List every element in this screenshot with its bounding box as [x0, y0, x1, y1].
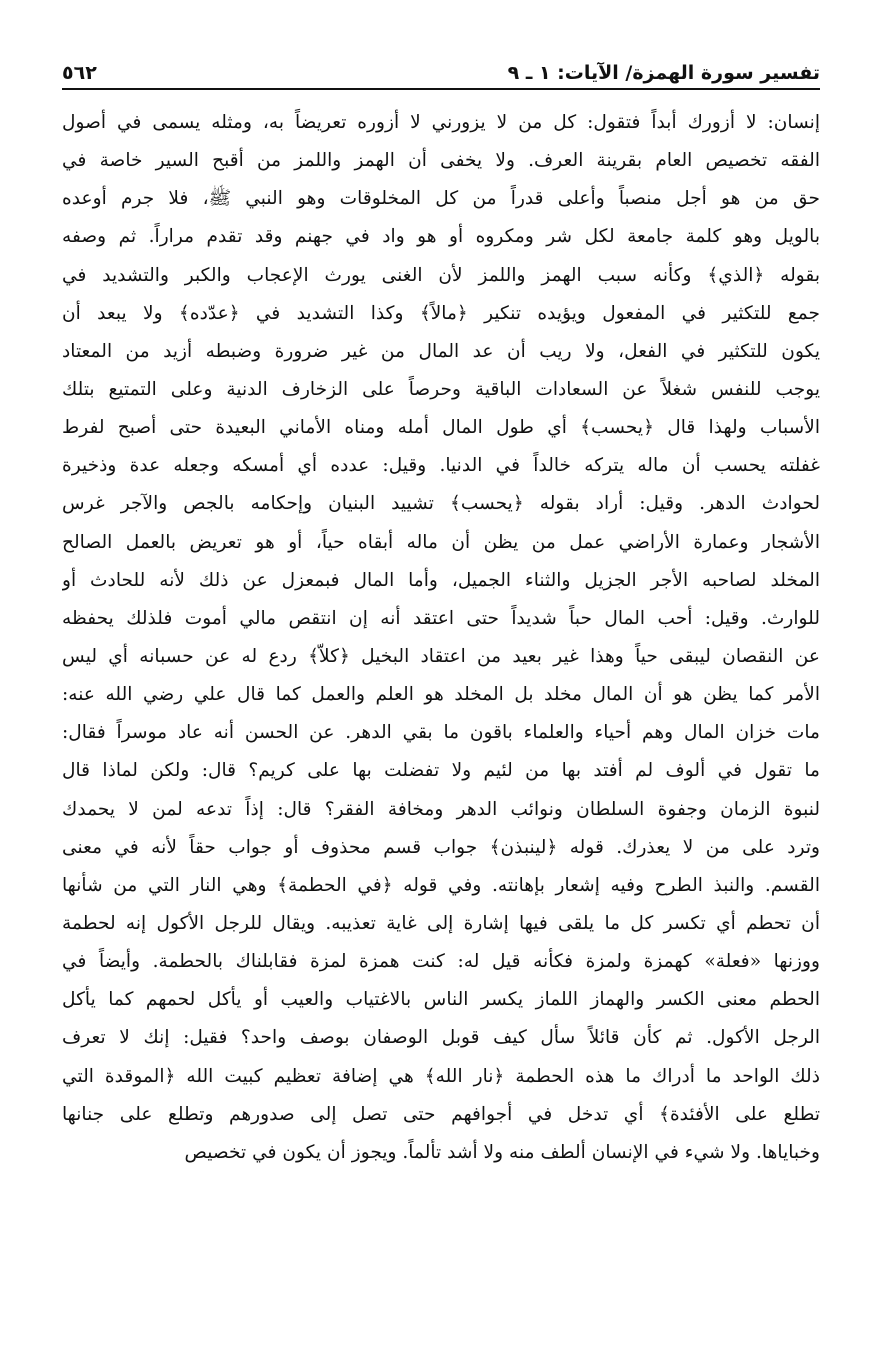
text-line: لنبوة الزمان وجفوة السلطان ونوائب الدهر ومخافة الفقر؟ قال: إذاً تدعه لمن لا يحمدك	[62, 798, 820, 820]
text-line: وترد على من لا يعذرك. قوله ﴿لينبذن﴾ جواب قسم محذوف أو جواب حقاً لأنه في معنى	[62, 836, 820, 858]
body-text	[62, 104, 820, 1172]
text-line: حق من هو أجل منصباً وأعلى قدراً من كل المخلوقات وهو النبي ﷺ، فلا جرم أوعده	[62, 188, 820, 210]
text-line: يوجب للنفس شغلاً عن السعادات الباقية وحرصاً على الزخارف الدنية وعلى التمتيع بتلك	[62, 378, 820, 400]
text-line: الرجل الأكول. ثم كأن قائلاً سأل كيف قوبل الوصفان بوصف واحد؟ فقيل: إنك لا تعرف	[62, 1027, 820, 1049]
text-line: ما تقول في ألوف لم أفتد بها من لئيم ولا تفضلت بها على كريم؟ قال: ولكن لماذا قال	[62, 760, 820, 782]
text-line: أن تحطم أي تكسر كل ما يلقى فيها إشارة إلى غاية تعذيبه. ويقال للرجل الأكول إنه لحطمة	[62, 912, 820, 934]
text-line: الفقه تخصيص العام بقرينة العرف. ولا يخفى أن الهمز واللمز من أقبح السير خاصة في	[62, 150, 820, 172]
text-line: ذلك الواحد ما أدراك ما هذه الحطمة ﴿نار الله﴾ هي إضافة تعظيم كبيت الله ﴿الموقدة التي	[62, 1065, 820, 1087]
text-line: بقوله ﴿الذي﴾ وكأنه سبب الهمز واللمز لأن الغنى يورث الإعجاب والكبر والتشديد في	[62, 264, 820, 286]
text-line: إنسان: لا أزورك أبداً فتقول: كل من لا يزورني لا أزوره تعريضاً به، ومثله يسمى في أصول	[62, 112, 820, 133]
text-line: ووزنها «فعلة» كهمزة ولمزة فكأنه قيل له: كنت همزة لمزة فقابلناك بالحطمة. وأيضاً في	[62, 951, 820, 973]
text-line: يكون للتكثير في الفعل، ولا ريب أن عد المال من غير ضرورة وضبطه أزيد من المعتاد	[62, 340, 820, 362]
text-line: القسم. والنبذ الطرح وفيه إشعار بإهانته. وفي قوله ﴿في الحطمة﴾ وهي النار التي من شأنها	[62, 874, 820, 896]
page-number: ٥٦٢	[62, 62, 97, 84]
text-line: تطلع على الأفئدة﴾ أي تدخل في أجوافهم حتى تصل إلى صدورهم وتطلع على جنانها	[62, 1103, 820, 1125]
page	[62, 52, 820, 1172]
text-line: وخباياها. ولا شيء في الإنسان ألطف منه ولا أشد تألماً. ويجوز أن يكون في تخصيص	[184, 1141, 820, 1163]
running-title: تفسير سورة الهمزة/ الآيات: ١ ـ ٩	[507, 62, 820, 84]
text-line: غفلته يحسب أن ماله يتركه خالداً في الدنيا. وقيل: عدده أي أمسكه وجعله عدة وذخيرة	[62, 455, 820, 477]
text-line: عن النقصان ليبقى حياً وهذا غير بعيد من اعتقاد البخيل ﴿كلاّ﴾ ردع له عن حسبانه أي ليس	[62, 645, 820, 667]
text-line: للوارث. وقيل: أحب المال حباً شديداً حتى اعتقد أنه إن انتقص مالي أموت فلذلك يحفظه	[62, 607, 820, 629]
text-line: الأشجار وعمارة الأراضي عمل من يظن أن ماله أبقاه حياً، أو هو تعريض بالعمل الصالح	[62, 531, 820, 553]
text-line: الأسباب ولهذا قال ﴿يحسب﴾ أي طول المال أمله ومناه الأماني البعيدة حتى أصبح لفرط	[62, 417, 820, 439]
page-header	[62, 52, 820, 90]
text-line: بالويل وهو كلمة جامعة لكل شر ومكروه أو هو واد في جهنم وقد تقدم مراراً. ثم وصفه	[62, 226, 820, 248]
text-line: الحطم معنى الكسر والهماز اللماز يكسر الناس بالاغتياب والعيب أو يأكل لحمهم كما يأكل	[62, 989, 820, 1011]
text-line: جمع للتكثير في المفعول ويؤيده تنكير ﴿مالاً﴾ وكذا التشديد في ﴿عدّده﴾ ولا يبعد أن	[62, 302, 820, 324]
text-line: لحوادث الدهر. وقيل: أراد بقوله ﴿يحسب﴾ تشييد البنيان وإحكامه بالجص والآجر غرس	[62, 493, 820, 515]
text-line: المخلد لصاحبه الأجر الجزيل والثناء الجميل، وأما المال فبمعزل عن ذلك لأنه للحادث أو	[62, 569, 820, 591]
text-line: الأمر كما يظن هو أن المال مخلد بل المخلد هو العلم والعمل كما قال علي رضي الله عنه:	[62, 684, 820, 706]
text-line: مات خزان المال وهم أحياء والعلماء باقون ما بقي الدهر. عن الحسن أنه عاد موسراً فقال:	[62, 722, 820, 744]
